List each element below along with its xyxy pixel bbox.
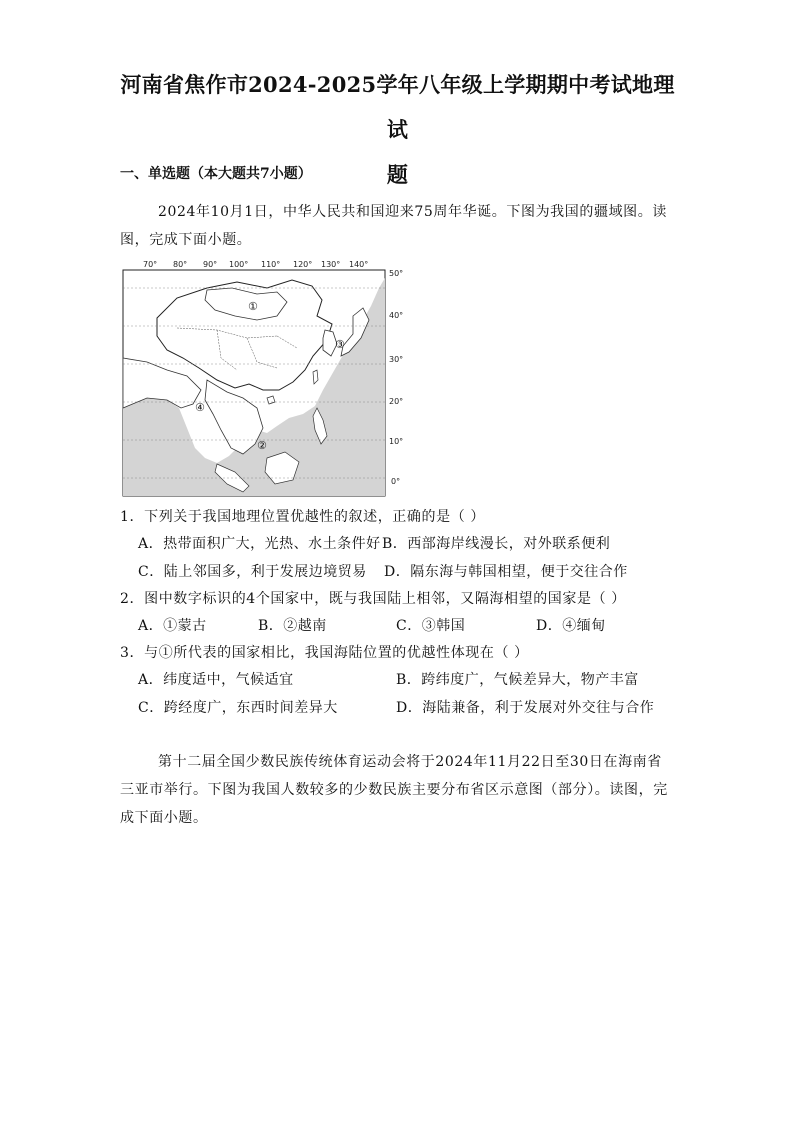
question-2-stem: 2．图中数字标识的4个国家中，既与我国陆上相邻，又隔海相望的国家是（ ）: [120, 591, 626, 607]
lon-label: 80°: [173, 260, 188, 269]
marker-2: ②: [257, 439, 267, 452]
question-2-option-b[interactable]: B．②越南: [258, 618, 327, 634]
marker-4: ④: [195, 401, 205, 414]
question-3-stem: 3．与①所代表的国家相比，我国海陆位置的优越性体现在（ ）: [120, 645, 529, 661]
section-heading: 一、单选题（本大题共7小题）: [120, 166, 312, 182]
question-2-option-c[interactable]: C．③韩国: [396, 618, 466, 634]
lon-label: 100°: [229, 260, 249, 269]
territory-map: [117, 258, 417, 498]
lat-label: 20°: [389, 397, 404, 406]
question-1-option-a[interactable]: A．热带面积广大，光热、水土条件好: [138, 536, 381, 552]
question-1-option-b[interactable]: B．西部海岸线漫长，对外联系便利: [382, 536, 611, 552]
question-3-option-c[interactable]: C．跨经度广，东西时间差异大: [138, 700, 338, 716]
lat-label: 40°: [389, 311, 404, 320]
lon-label: 140°: [349, 260, 369, 269]
marker-3: ③: [335, 338, 345, 351]
question-2-option-d[interactable]: D．④缅甸: [536, 618, 606, 634]
lat-label: 10°: [389, 437, 404, 446]
lat-label: 0°: [391, 477, 401, 486]
question-2-option-a[interactable]: A．①蒙古: [138, 618, 207, 634]
lon-label: 130°: [321, 260, 341, 269]
question-1-stem: 1．下列关于我国地理位置优越性的叙述，正确的是（ ）: [120, 509, 485, 525]
question-3-option-b[interactable]: B．跨纬度广，气候差异大，物产丰富: [396, 672, 639, 688]
marker-1: ①: [248, 300, 258, 313]
intro-paragraph-1: 2024年10月1日，中华人民共和国迎来75周年华诞。下图为我国的疆域图。读图，完成下面小题。: [120, 204, 667, 248]
lat-label: 30°: [389, 355, 404, 364]
question-1-option-d[interactable]: D．隔东海与韩国相望，便于交往合作: [384, 564, 628, 580]
lon-label: 70°: [143, 260, 158, 269]
question-1-option-c[interactable]: C．陆上邻国多，利于发展边境贸易: [138, 564, 367, 580]
question-3-option-a[interactable]: A．纬度适中，气候适宜: [138, 672, 294, 688]
question-3-option-d[interactable]: D．海陆兼备，利于发展对外交往与合作: [396, 700, 655, 716]
title-line-2: 题: [386, 162, 409, 187]
lon-label: 120°: [293, 260, 313, 269]
intro-paragraph-2: 第十二届全国少数民族传统体育运动会将于2024年11月22日至30日在海南省三亚市举行。下图为我国人数较多的少数民族主要分布省区示意图（部分）。读图，完成下面小题。: [120, 754, 668, 826]
title-line-1: 河南省焦作市2024-2025学年八年级上学期期中考试地理试: [120, 72, 675, 142]
lon-label: 90°: [203, 260, 218, 269]
lon-label: 110°: [261, 260, 281, 269]
lat-label: 50°: [389, 269, 404, 278]
